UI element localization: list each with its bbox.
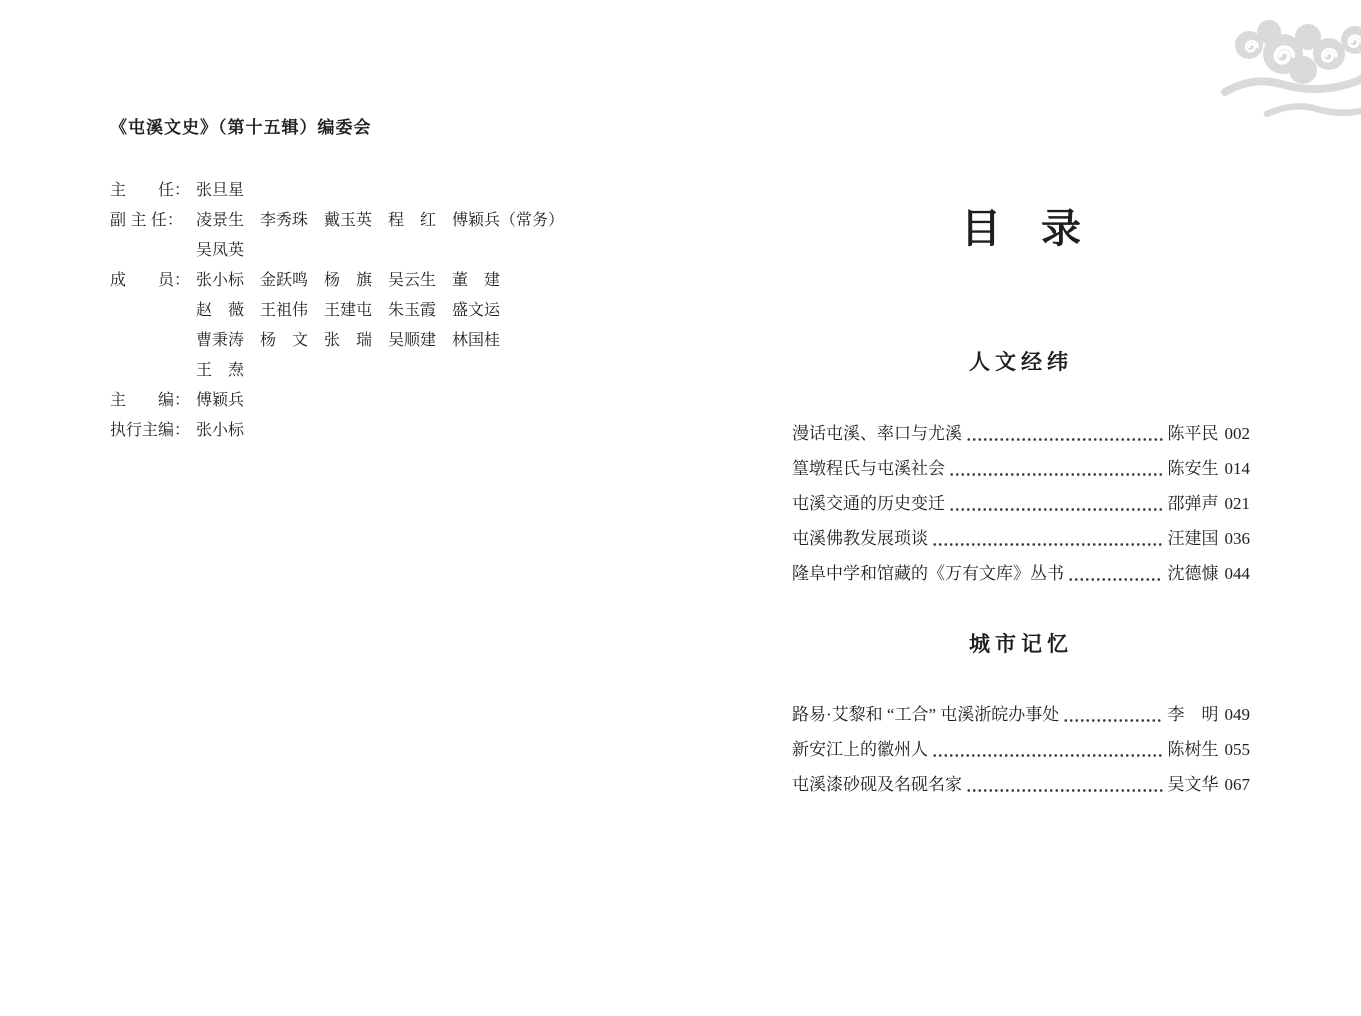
- toc-entry-title: 漫话屯溪、率口与尤溪: [792, 424, 962, 443]
- dot-leader: [932, 753, 1163, 758]
- toc-entry-title: 隆阜中学和馆藏的《万有文库》丛书: [792, 564, 1064, 583]
- toc-entry-title: 路易·艾黎和 “工合” 屯溪浙皖办事处: [792, 705, 1060, 724]
- toc-entry-page-number: 049: [1224, 705, 1250, 724]
- committee-row: [110, 176, 564, 206]
- auspicious-cloud-icon: [1209, 4, 1361, 132]
- toc-entry: [792, 739, 1250, 760]
- toc-entry: [792, 423, 1250, 444]
- editorial-board-title: 《屯溪文史》（第十五辑）编委会: [110, 118, 372, 137]
- toc-entry-author: 陈树生: [1167, 740, 1219, 759]
- toc-entry-author: 邵弹声: [1167, 494, 1219, 513]
- committee-row: [110, 266, 564, 296]
- toc-entry-page-number: 055: [1224, 740, 1250, 759]
- committee-member-names: 王 焘: [196, 362, 245, 379]
- toc-entry-page-number: 002: [1224, 424, 1250, 443]
- toc-entry-author: 李 明: [1167, 705, 1219, 724]
- committee-member-names: 曹秉涛 杨 文 张 瑞 吴顺建 林国桂: [196, 332, 501, 349]
- toc-page-title: 目 录: [961, 206, 1081, 251]
- committee-member-names: 傅颖兵: [196, 392, 245, 409]
- toc-entry: [792, 704, 1250, 725]
- dot-leader: [966, 788, 1163, 793]
- toc-entry-title: 新安江上的徽州人: [792, 740, 928, 759]
- toc-entry-author: 吴文华: [1167, 775, 1219, 794]
- committee-role-label: 成 员：: [110, 272, 191, 289]
- toc-section-heading-humanities: 人文经纬: [969, 350, 1073, 374]
- committee-role-label: 执行主编：: [110, 422, 191, 439]
- toc-entry-title: 屯溪佛教发展琐谈: [792, 529, 928, 548]
- committee-member-names: 张小标 金跃鸣 杨 旗 吴云生 董 建: [196, 272, 501, 289]
- toc-entry-page-number: 036: [1224, 529, 1250, 548]
- toc-entry-author: 陈平民: [1167, 424, 1219, 443]
- toc-entry-page-number: 067: [1224, 775, 1250, 794]
- committee-row: [110, 356, 564, 386]
- dot-leader: [949, 507, 1163, 512]
- toc-entry-page-number: 014: [1224, 459, 1250, 478]
- toc-entry-author: 沈德慷: [1167, 564, 1219, 583]
- committee-role-label: 主 编：: [110, 392, 191, 409]
- dot-leader: [1063, 718, 1162, 723]
- committee-member-names: 张小标: [196, 422, 245, 439]
- dot-leader: [949, 472, 1163, 477]
- toc-entry: [792, 493, 1250, 514]
- committee-role-label: 主 任：: [110, 182, 191, 199]
- toc-entry-list-city-memory: [792, 704, 1250, 809]
- toc-entry: [792, 528, 1250, 549]
- committee-member-names: 凌景生 李秀珠 戴玉英 程 红 傅颖兵（常务）: [196, 212, 565, 229]
- committee-row: [110, 236, 564, 266]
- committee-row: [110, 296, 564, 326]
- toc-entry-title: 篁墩程氏与屯溪社会: [792, 459, 945, 478]
- committee-row: [110, 416, 564, 446]
- toc-entry-author: 陈安生: [1167, 459, 1219, 478]
- committee-member-names: 赵 薇 王祖伟 王建屯 朱玉霞 盛文运: [196, 302, 501, 319]
- toc-entry-page-number: 021: [1224, 494, 1250, 513]
- committee-member-names: 吴凤英: [196, 242, 245, 259]
- dot-leader: [1068, 577, 1163, 582]
- dot-leader: [966, 437, 1163, 442]
- toc-entry: [792, 563, 1250, 584]
- toc-section-heading-city-memory: 城市记忆: [969, 632, 1073, 656]
- toc-entry-author: 汪建国: [1167, 529, 1219, 548]
- committee-row: [110, 206, 564, 236]
- toc-entry-title: 屯溪漆砂砚及名砚名家: [792, 775, 962, 794]
- dot-leader: [932, 542, 1163, 547]
- toc-entry-list-humanities: [792, 423, 1250, 598]
- editorial-committee-list: [110, 176, 564, 446]
- toc-entry-title: 屯溪交通的历史变迁: [792, 494, 945, 513]
- toc-entry: [792, 774, 1250, 795]
- toc-entry-page-number: 044: [1224, 564, 1250, 583]
- toc-entry: [792, 458, 1250, 479]
- committee-role-label: 副 主 任：: [110, 212, 183, 229]
- committee-row: [110, 386, 564, 416]
- committee-member-names: 张旦星: [196, 182, 245, 199]
- committee-row: [110, 326, 564, 356]
